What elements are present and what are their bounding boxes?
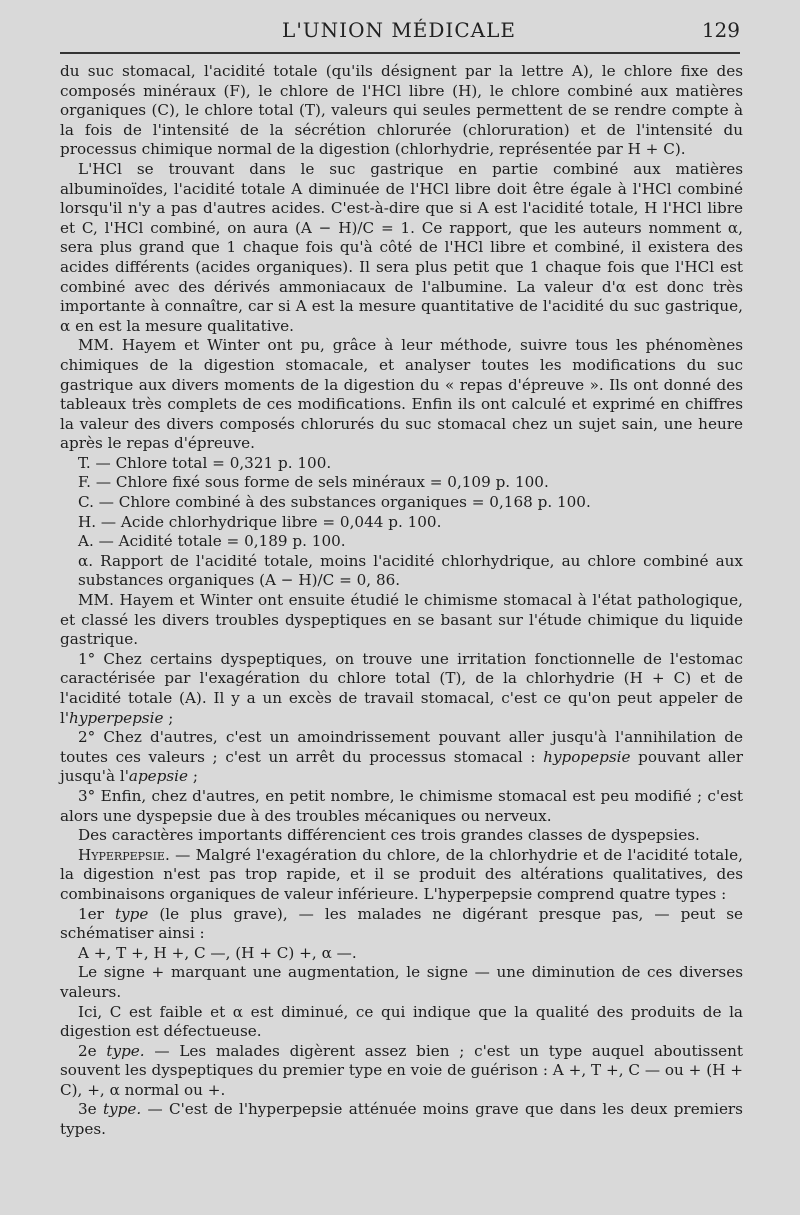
class-item: 2° Chez d'autres, c'est un amoindrissement pouvant aller jusqu'à l'annihilation de toutes ces valeurs ; c'est un arrêt du processus stomacal : hypopepsie pouvant aller jusqu'à l'apepsie ;	[60, 728, 743, 786]
paragraph: MM. Hayem et Winter ont ensuite étudié le chimisme stomacal à l'état pathologique, et classé les divers troubles dyspeptiques en se basant sur l'étude chimique du liquide gastrique.	[60, 591, 743, 649]
paragraph: du suc stomacal, l'acidité totale (qu'ils désignent par la lettre A), le chlore fixe des composés minéraux (F), le chlore de l'HCl libre (H), le chlore combiné aux matières organiques (C), le chlore total (T), valeurs qui seules permettent de se rendre compte à la fois de l'intensité de la sécrétion chlorurée (chloruration) et de l'intensité du processus chimique normal de la digestion (chlorhydrie, représentée par H + C).	[60, 62, 743, 159]
value-item: H. — Acide chlorhydrique libre = 0,044 p. 100.	[78, 512, 442, 531]
paragraph: MM. Hayem et Winter ont pu, grâce à leur méthode, suivre tous les phénomènes chimiques de la digestion stomacale, et analyser toutes les modifications du suc gastrique aux divers moments de la digestion du « repas d'épreuve ». Ils ont donné des tableaux très complets de ces modifications. Enfin ils ont calculé et exprimé en chiffres la valeur des divers composés chlorurés du suc stomacal chez un sujet sain, une heure après le repas d'épreuve.	[60, 336, 743, 453]
formula: A +, T +, H +, C —, (H + C) +, α —.	[78, 943, 357, 962]
term: hyperpepsie	[69, 708, 164, 727]
value-item: A. — Acidité totale = 0,189 p. 100.	[78, 532, 346, 551]
term: apepsie	[128, 767, 189, 786]
type-item: 2e type. — Les malades digèrent assez bien ; c'est un type auquel aboutissent souvent les dyspeptiques du premier type en voie de guérison : A +, T +, C — ou + (H + C), +, α normal ou +.	[60, 1041, 743, 1099]
value-item: α. Rapport de l'acidité totale, moins l'acidité chlorhydrique, au chlore combiné aux substances organiques (A − H)/C = 0, 86.	[78, 551, 743, 590]
value-item: T. — Chlore total = 0,321 p. 100.	[78, 453, 332, 472]
paragraph: L'HCl se trouvant dans le suc gastrique en partie combiné aux matières albuminoïdes, l'acidité totale A diminuée de l'HCl libre doit être égale à l'HCl combiné lorsqu'il n'y a pas d'autres acides. C'est-à-dire que si A est l'acidité totale, H l'HCl libre et C, l'HCl combiné, on aura (A − H)/C = 1. Ce rapport, que les auteurs nomment α, sera plus grand que 1 chaque fois qu'à côté de l'HCl libre et combiné, il existera des acides différents (acides organiques). Il sera plus petit que 1 chaque fois que l'HCl est combiné avec des dérivés ammoniacaux de l'albumine. La valeur d'α est donc très importante à connaître, car si A est la mesure quantitative de l'acidité du suc gastrique, α en est la mesure qualitative.	[60, 159, 743, 335]
values-list	[60, 454, 743, 591]
value-item: C. — Chlore combiné à des substances organiques = 0,168 p. 100.	[78, 493, 591, 512]
running-title: L'UNION MÉDICALE	[282, 18, 516, 42]
class-item: 3° Enfin, chez d'autres, en petit nombre, le chimisme stomacal est peu modifié ; c'est alors une dyspepsie due à des troubles mécaniques ou nerveux.	[60, 786, 743, 825]
class-item: 1° Chez certains dyspeptiques, on trouve une irritation fonctionnelle de l'estomac caractérisée par l'exagération du chlore total (T), de la chlorhydrie (H + C) et de l'acidité totale (A). Il y a un excès de travail stomacal, c'est ce qu'on peut appeler de l'hyperpepsie ;	[60, 649, 743, 727]
paragraph: Des caractères importants différencient ces trois grandes classes de dyspepsies.	[78, 826, 700, 845]
header-rule	[60, 52, 740, 54]
section-label: Hyperpepsie.	[78, 845, 170, 864]
type-item: 1er type (le plus grave), — les malades ne digérant presque pas, — peut se schématiser ainsi :	[60, 904, 743, 943]
term: hypopepsie	[543, 747, 631, 766]
value-item: F. — Chlore fixé sous forme de sels minéraux = 0,109 p. 100.	[78, 473, 549, 492]
paragraph: Le signe + marquant une augmentation, le signe — une diminution de ces diverses valeurs.	[60, 963, 743, 1001]
page-number: 129	[701, 18, 740, 42]
type-item: 3e type. — C'est de l'hyperpepsie atténuée moins grave que dans les deux premiers types.	[60, 1100, 743, 1139]
body-text	[60, 62, 743, 1140]
paragraph: Ici, C est faible et α est diminué, ce qui indique que la qualité des produits de la digestion est défectueuse.	[60, 1002, 743, 1041]
page-header	[58, 18, 740, 46]
hyperpepsie-paragraph: Hyperpepsie. — Malgré l'exagération du chlore, de la chlorhydrie et de l'acidité totale, la digestion n'est pas trop rapide, et il se produit des altérations qualitatives, des combinaisons organiques de valeur inférieure. L'hyperpepsie comprend quatre types :	[60, 845, 743, 903]
